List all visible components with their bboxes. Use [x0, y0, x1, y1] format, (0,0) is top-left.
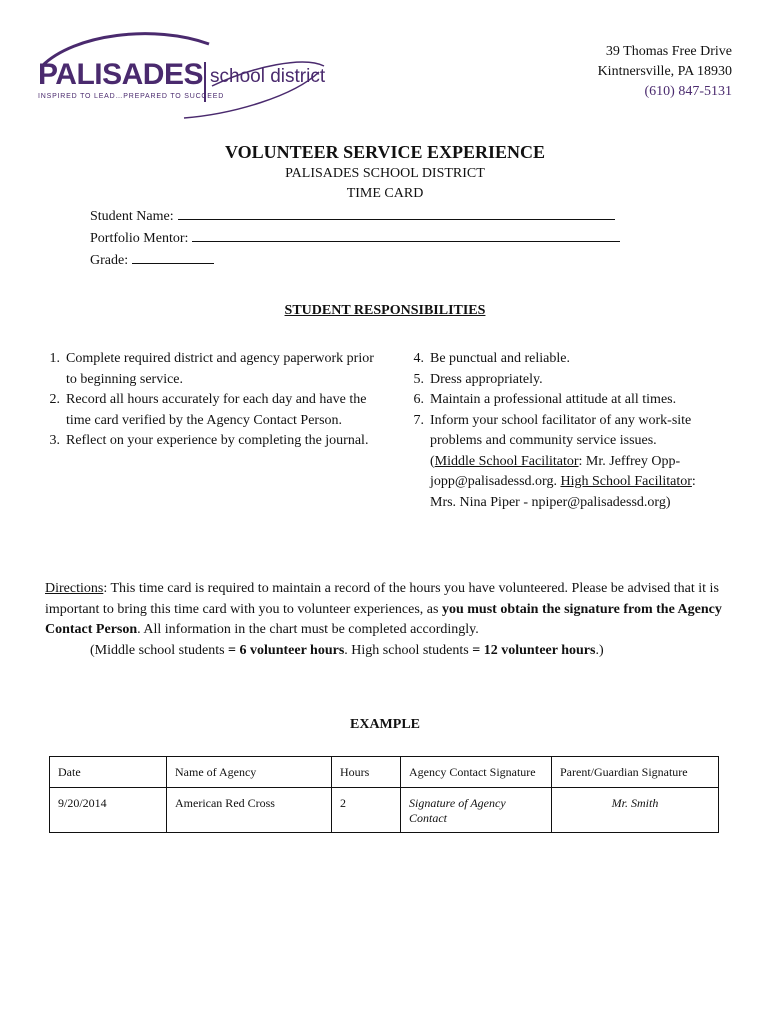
hs-facilitator-label: High School Facilitator — [560, 474, 692, 489]
item-number: 3. — [49, 433, 60, 448]
hours-requirement — [45, 641, 735, 662]
col-parent-signature: Parent/Guardian Signature — [552, 757, 719, 788]
cell-agency: American Red Cross — [167, 788, 332, 833]
responsibility-item — [402, 370, 722, 391]
facilitator-open: ( — [430, 453, 435, 469]
col-hours: Hours — [332, 757, 401, 788]
student-fields — [90, 205, 620, 271]
portfolio-mentor-row — [90, 227, 620, 249]
grade-field[interactable] — [132, 249, 214, 264]
cell-hours: 2 — [332, 788, 401, 833]
cell-agency-signature: Signature of Agency Contact — [401, 788, 552, 833]
portfolio-mentor-field[interactable] — [192, 227, 620, 242]
responsibility-item — [402, 349, 722, 370]
responsibilities-heading: STUDENT RESPONSIBILITIES — [284, 303, 486, 318]
item-number: 4. — [413, 351, 424, 366]
directions-block — [45, 579, 735, 661]
cell-parent-signature: Mr. Smith — [552, 788, 719, 833]
responsibilities-right-column — [402, 349, 722, 513]
page-title: VOLUNTEER SERVICE EXPERIENCE — [224, 142, 546, 162]
address-city: Kintnersville, PA 18930 — [597, 64, 732, 79]
directions-text-2: . All information in the chart must be completed accordingly. — [137, 622, 479, 637]
item-7-text: Inform your school facilitator of any work-site problems and community service issues. — [430, 412, 692, 448]
address-phone: (610) 847-5131 — [644, 84, 732, 99]
item-number: 1. — [49, 351, 60, 366]
item-text — [430, 411, 722, 514]
student-name-label: Student Name: — [90, 209, 174, 224]
example-heading: EXAMPLE — [350, 717, 420, 732]
cell-date: 9/20/2014 — [50, 788, 167, 833]
student-name-field[interactable] — [178, 205, 615, 220]
table-header-row — [50, 757, 719, 788]
ms-facilitator-text: : Mr. Jeffrey Opp- jopp@palisadessd.org. — [430, 453, 681, 489]
item-number: 5. — [413, 371, 424, 387]
directions-paragraph — [45, 579, 735, 641]
hours-text-c: . High school students — [344, 642, 473, 658]
responsibility-item — [402, 411, 722, 514]
item-text: Reflect on your experience by completing the journal. — [66, 433, 369, 448]
subtitle-district: PALISADES SCHOOL DISTRICT — [285, 166, 485, 181]
col-date: Date — [50, 757, 167, 788]
logo-tagline: INSPIRED TO LEAD…PREPARED TO SUCCEED — [38, 93, 225, 100]
grade-row — [90, 249, 620, 271]
hours-high: = 12 volunteer hours — [472, 642, 596, 658]
district-address — [598, 42, 732, 102]
palisades-logo — [34, 26, 334, 122]
hours-middle: = 6 volunteer hours — [228, 642, 345, 658]
item-text: Maintain a professional attitude at all times. — [430, 392, 677, 407]
item-text: Complete required district and agency paperwork prior to beginning service. — [66, 351, 374, 387]
grade-label: Grade: — [90, 253, 129, 268]
responsibilities-left-column — [38, 349, 378, 452]
portfolio-mentor-label: Portfolio Mentor: — [90, 231, 189, 246]
item-number: 7. — [413, 412, 424, 428]
item-text: Dress appropriately. — [430, 371, 543, 387]
hs-facilitator-text: : Mrs. Nina Piper - npiper@palisadessd.org) — [430, 474, 696, 510]
table-row — [50, 788, 719, 833]
responsibility-item — [38, 431, 378, 452]
ms-facilitator-label: Middle School Facilitator — [434, 453, 579, 469]
subtitle-time-card: TIME CARD — [346, 186, 424, 201]
responsibility-item — [402, 390, 722, 411]
item-text: Record all hours accurately for each day and have the time card verified by the Agency Contact Person. — [66, 392, 367, 428]
responsibility-item — [38, 390, 378, 431]
hours-text-e: .) — [595, 642, 604, 658]
directions-label: Directions — [45, 581, 104, 596]
item-number: 2. — [49, 392, 60, 407]
student-name-row — [90, 205, 620, 227]
example-table — [49, 756, 719, 833]
title-block — [0, 140, 770, 204]
address-street: 39 Thomas Free Drive — [605, 44, 732, 59]
directions-bold: you must obtain the signature from the Agency Contact Person — [45, 601, 722, 637]
item-text: Be punctual and reliable. — [430, 351, 570, 366]
logo-wordmark: PALISADES — [38, 58, 203, 91]
directions-text-1: : This time card is required to maintain a record of the hours you have volunteered. Please be advised that it is important to bring this time card with you to volunteer experiences, as — [45, 581, 719, 617]
logo-district: school district — [210, 66, 326, 87]
col-agency-signature: Agency Contact Signature — [401, 757, 552, 788]
responsibility-item — [38, 349, 378, 390]
col-agency: Name of Agency — [167, 757, 332, 788]
item-number: 6. — [413, 392, 424, 407]
hours-text-a: (Middle school students — [90, 642, 229, 658]
